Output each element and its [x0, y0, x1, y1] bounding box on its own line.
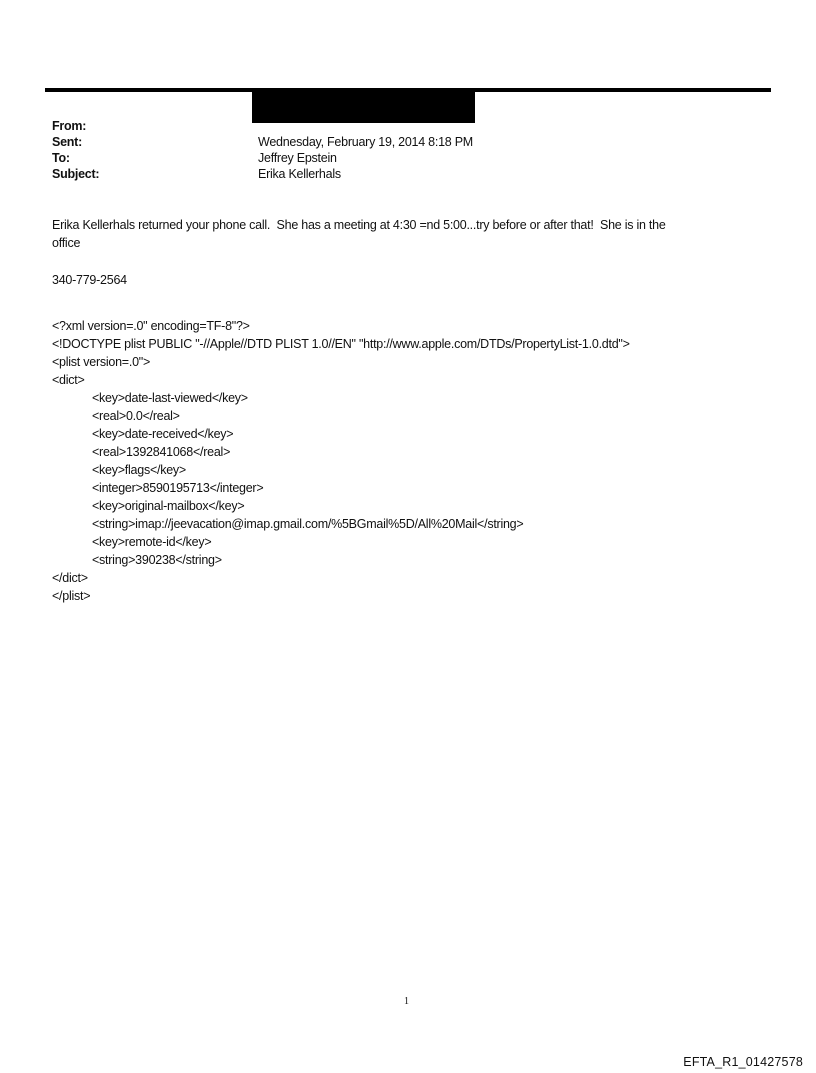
xml-line: <key>flags</key>	[92, 463, 186, 477]
xml-line: <string>390238</string>	[92, 553, 222, 567]
phone-number: 340-779-2564	[52, 273, 127, 287]
body-line: Erika Kellerhals returned your phone call. She has a meeting at 4:30 =nd 5:00...try before or after that! She is in the	[52, 218, 666, 232]
sent-label: Sent:	[52, 135, 82, 149]
page-number: 1	[404, 996, 409, 1007]
subject-label: Subject:	[52, 167, 100, 181]
xml-line: <!DOCTYPE plist PUBLIC "-//Apple//DTD PLIST 1.0//EN" "http://www.apple.com/DTDs/PropertyList-1.0.dtd">	[52, 337, 630, 351]
xml-line: <integer>8590195713</integer>	[92, 481, 264, 495]
xml-line: <key>date-last-viewed</key>	[92, 391, 248, 405]
xml-line: <real>1392841068</real>	[92, 445, 231, 459]
xml-line: <string>imap://jeevacation@imap.gmail.com/%5BGmail%5D/All%20Mail</string>	[92, 517, 524, 531]
body-line: office	[52, 236, 81, 250]
xml-line: <?xml version=.0" encoding=TF-8"?>	[52, 319, 250, 333]
to-value: Jeffrey Epstein	[258, 151, 337, 165]
redaction-box	[252, 90, 475, 123]
xml-line: <key>date-received</key>	[92, 427, 234, 441]
to-label: To:	[52, 151, 70, 165]
xml-line: <plist version=.0">	[52, 355, 151, 369]
xml-line: </plist>	[52, 589, 91, 603]
xml-line: <dict>	[52, 373, 85, 387]
xml-line: <key>original-mailbox</key>	[92, 499, 245, 513]
xml-line: <key>remote-id</key>	[92, 535, 212, 549]
xml-line: </dict>	[52, 571, 88, 585]
xml-line: <real>0.0</real>	[92, 409, 180, 423]
sent-value: Wednesday, February 19, 2014 8:18 PM	[258, 135, 473, 149]
subject-value: Erika Kellerhals	[258, 167, 341, 181]
document-id: EFTA_R1_01427578	[683, 1055, 803, 1069]
from-label: From:	[52, 119, 87, 133]
